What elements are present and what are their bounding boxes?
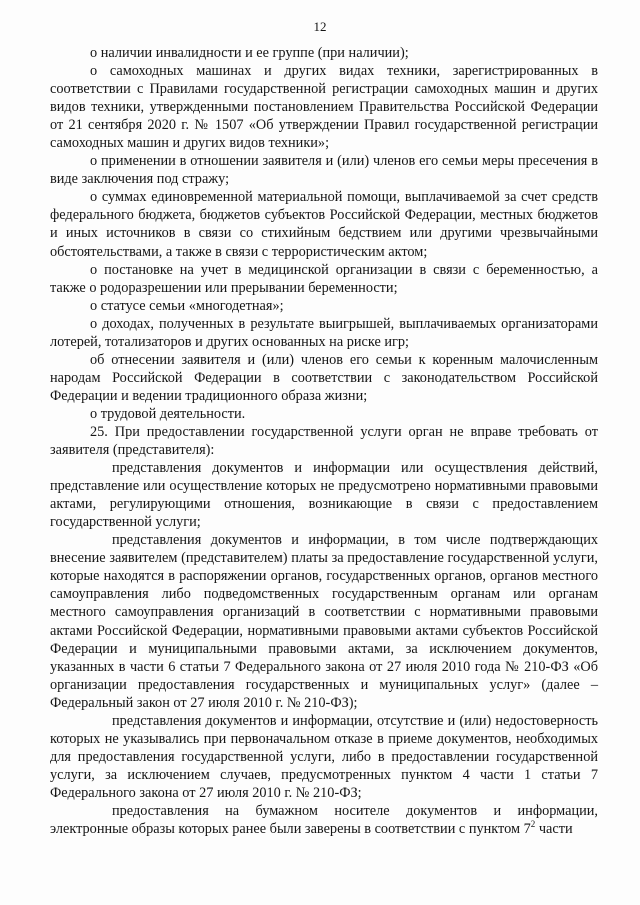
paragraph-custody-measure: о применении в отношении заявителя и (или) членов его семьи меры пресечения в виде заключения под стражу; <box>50 153 598 188</box>
superscript-mark: 2 <box>530 819 536 830</box>
paragraph-lottery-income: о доходах, полученных в результате выигрышей, выплачиваемых организаторами лотерей, тотализаторов и других основанных на риске игр; <box>50 315 598 350</box>
paragraph-labor-activity: о трудовой деятельности. <box>90 405 246 422</box>
paragraph-self-propelled-machines: о самоходных машинах и других видах техники, зарегистрированных в соответствии с Правилами государственной регистрации самоходных машин и других видов техники, утвержденными постановлением Правительства Российской Федерации от 21 сентября 2020 г. № 1507 «Об утверждении Правил государственной регистрации самоходных машин и других видов техники»; <box>50 63 598 152</box>
paragraph-documents-absence: представления документов и информации, отсутствие и (или) недостоверность которых не указывались при первоначальном отказе в приеме документов, необходимых для предоставления государственной услуги, либо в предоставлении государственной услуги, за исключением случаев, предусмотренных пунктом 4 части 1 статьи 7 Федерального закона от 27 июля 2010 г. № 210-ФЗ; <box>50 712 598 801</box>
paragraph-documents-actions: представления документов и информации или осуществления действий, представление или осуществление которых не предусмотрено нормативными правовыми актами, регулирующими отношения, возникающие в связи с предоставлением государственной услуги; <box>50 460 598 531</box>
paragraph-pregnancy-registration: о постановке на учет в медицинской организации в связи с беременностью, а также о родоразрешении или прерывании беременности; <box>50 261 598 296</box>
document-body <box>50 44 598 838</box>
paragraph-paper-documents-text: предоставления на бумажном носителе документов и информации, электронные образы которых ранее были заверены в соответствии с пунктом 7 <box>50 802 598 838</box>
paragraph-item-25: 25. При предоставлении государственной услуги орган не вправе требовать от заявителя (представителя): <box>50 423 598 459</box>
paragraph-material-aid: о суммах единовременной материальной помощи, выплачиваемой за счет средств федерального бюджета, бюджетов субъектов Российской Федерации, местных бюджетов и иных источников в связи со стихийным бедствием или другими чрезвычайными обстоятельствами, а также в связи с террористическим актом; <box>50 189 598 260</box>
paragraph-documents-fee: представления документов и информации, в том числе подтверждающих внесение заявителем (представителем) платы за предоставление государственной услуги, которые находятся в распоряжении органов, государственных органов, органов местного самоуправления либо подведомственных государственным органам или органам местного самоуправления организаций в соответствии с нормативными правовыми актами Российской Федерации, нормативными правовыми актами субъектов Российской Федерации и муниципальными правовыми актами, за исключением документов, указанных в части 6 статьи 7 Федерального закона от 27 июля 2010 года № 210-ФЗ «Об организации предоставления государственных и муниципальных услуг» (далее – Федеральный закон от 27 июля 2010 г. № 210-ФЗ); <box>50 532 598 711</box>
paragraph-paper-documents <box>50 802 598 838</box>
paragraph-disability: о наличии инвалидности и ее группе (при наличии); <box>90 45 409 61</box>
paragraph-paper-documents-tail: части <box>535 821 573 838</box>
paragraph-large-family-status: о статусе семьи «многодетная»; <box>90 297 284 314</box>
page-number: 12 <box>313 19 327 34</box>
paragraph-indigenous-peoples: об отнесении заявителя и (или) членов его семьи к коренным малочисленным народам Российской Федерации в соответствии с законодательством Российской Федерации и ведении традиционного образа жизни; <box>50 351 598 404</box>
